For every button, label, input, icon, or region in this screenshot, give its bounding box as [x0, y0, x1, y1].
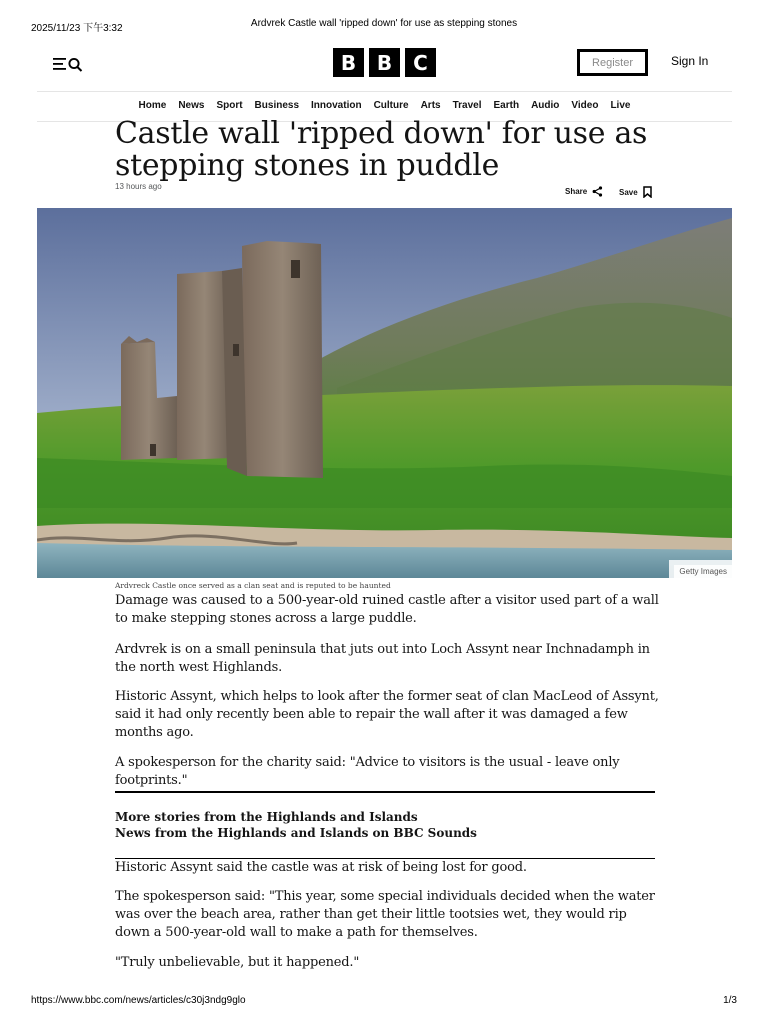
print-page-number: 1/3: [723, 995, 737, 1006]
print-page-title: Ardvrek Castle wall 'ripped down' for use as stepping stones: [250, 18, 518, 29]
nav-item-arts[interactable]: Arts: [420, 100, 441, 111]
masthead: [37, 40, 732, 92]
related-link-bbc-sounds[interactable]: News from the Highlands and Islands on BBC Sounds: [115, 826, 477, 840]
article-paragraph: The spokesperson said: "This year, some special individuals decided when the water was over the beach area, rather than get their little tootsies wet, they would rip down a 500-year-old wall to make a path for themselves.: [115, 889, 655, 940]
article-timestamp: 13 hours ago: [115, 182, 162, 191]
article-paragraph: Historic Assynt said the castle was at risk of being lost for good.: [115, 860, 527, 875]
hero-image: [37, 208, 732, 578]
article-headline: Castle wall 'ripped down' for use as stepping stones in puddle: [115, 116, 648, 183]
bbc-logo[interactable]: [333, 48, 436, 77]
nav-item-news[interactable]: News: [178, 100, 205, 111]
nav-item-home[interactable]: Home: [138, 100, 167, 111]
logo-block: C: [405, 48, 436, 77]
share-button[interactable]: [565, 186, 603, 197]
nav-item-audio[interactable]: Audio: [531, 100, 560, 111]
related-links-box: [115, 791, 655, 859]
menu-icon: [53, 58, 66, 70]
nav-item-innovation[interactable]: Innovation: [311, 100, 362, 111]
logo-block: B: [333, 48, 364, 77]
article-paragraph: "Truly unbelievable, but it happened.": [115, 955, 360, 970]
share-label: Share: [565, 187, 588, 196]
print-date: 2025/11/23 下午3:32: [31, 23, 123, 34]
nav-item-business[interactable]: Business: [254, 100, 300, 111]
save-button[interactable]: [619, 186, 652, 198]
logo-block: B: [369, 48, 400, 77]
print-url: https://www.bbc.com/news/articles/c30j3ndg9glo: [31, 995, 246, 1006]
nav-item-video[interactable]: Video: [571, 100, 599, 111]
sign-in-link[interactable]: Sign In: [671, 54, 709, 68]
article-paragraph: Historic Assynt, which helps to look after the former seat of clan MacLeod of Assynt, said it had only recently been able to repair the wall after it was damaged a few months ago.: [115, 689, 659, 740]
related-link-highlands-stories[interactable]: More stories from the Highlands and Islands: [115, 810, 418, 824]
register-button[interactable]: Register: [577, 49, 648, 76]
share-icon: [592, 186, 603, 197]
nav-item-culture[interactable]: Culture: [373, 100, 409, 111]
nav-item-travel[interactable]: Travel: [452, 100, 482, 111]
search-icon: [69, 59, 81, 71]
menu-search-button[interactable]: [53, 55, 85, 73]
castle-landscape-image: [37, 208, 732, 578]
article-paragraph: Ardvrek is on a small peninsula that juts out into Loch Assynt near Inchnadamph in the north west Highlands.: [115, 642, 650, 675]
article-paragraph: Damage was caused to a 500-year-old ruined castle after a visitor used part of a wall to make stepping stones across a large puddle.: [115, 593, 659, 626]
bookmark-icon: [643, 186, 652, 198]
nav-item-live[interactable]: Live: [610, 100, 631, 111]
nav-item-earth[interactable]: Earth: [493, 100, 520, 111]
article-paragraph: A spokesperson for the charity said: "Advice to visitors is the usual - leave only footprints.": [115, 755, 620, 788]
nav-item-sport[interactable]: Sport: [216, 100, 243, 111]
image-caption: Ardvreck Castle once served as a clan seat and is reputed to be haunted: [115, 581, 391, 590]
image-credit: Getty Images: [674, 565, 732, 578]
save-label: Save: [619, 187, 638, 197]
